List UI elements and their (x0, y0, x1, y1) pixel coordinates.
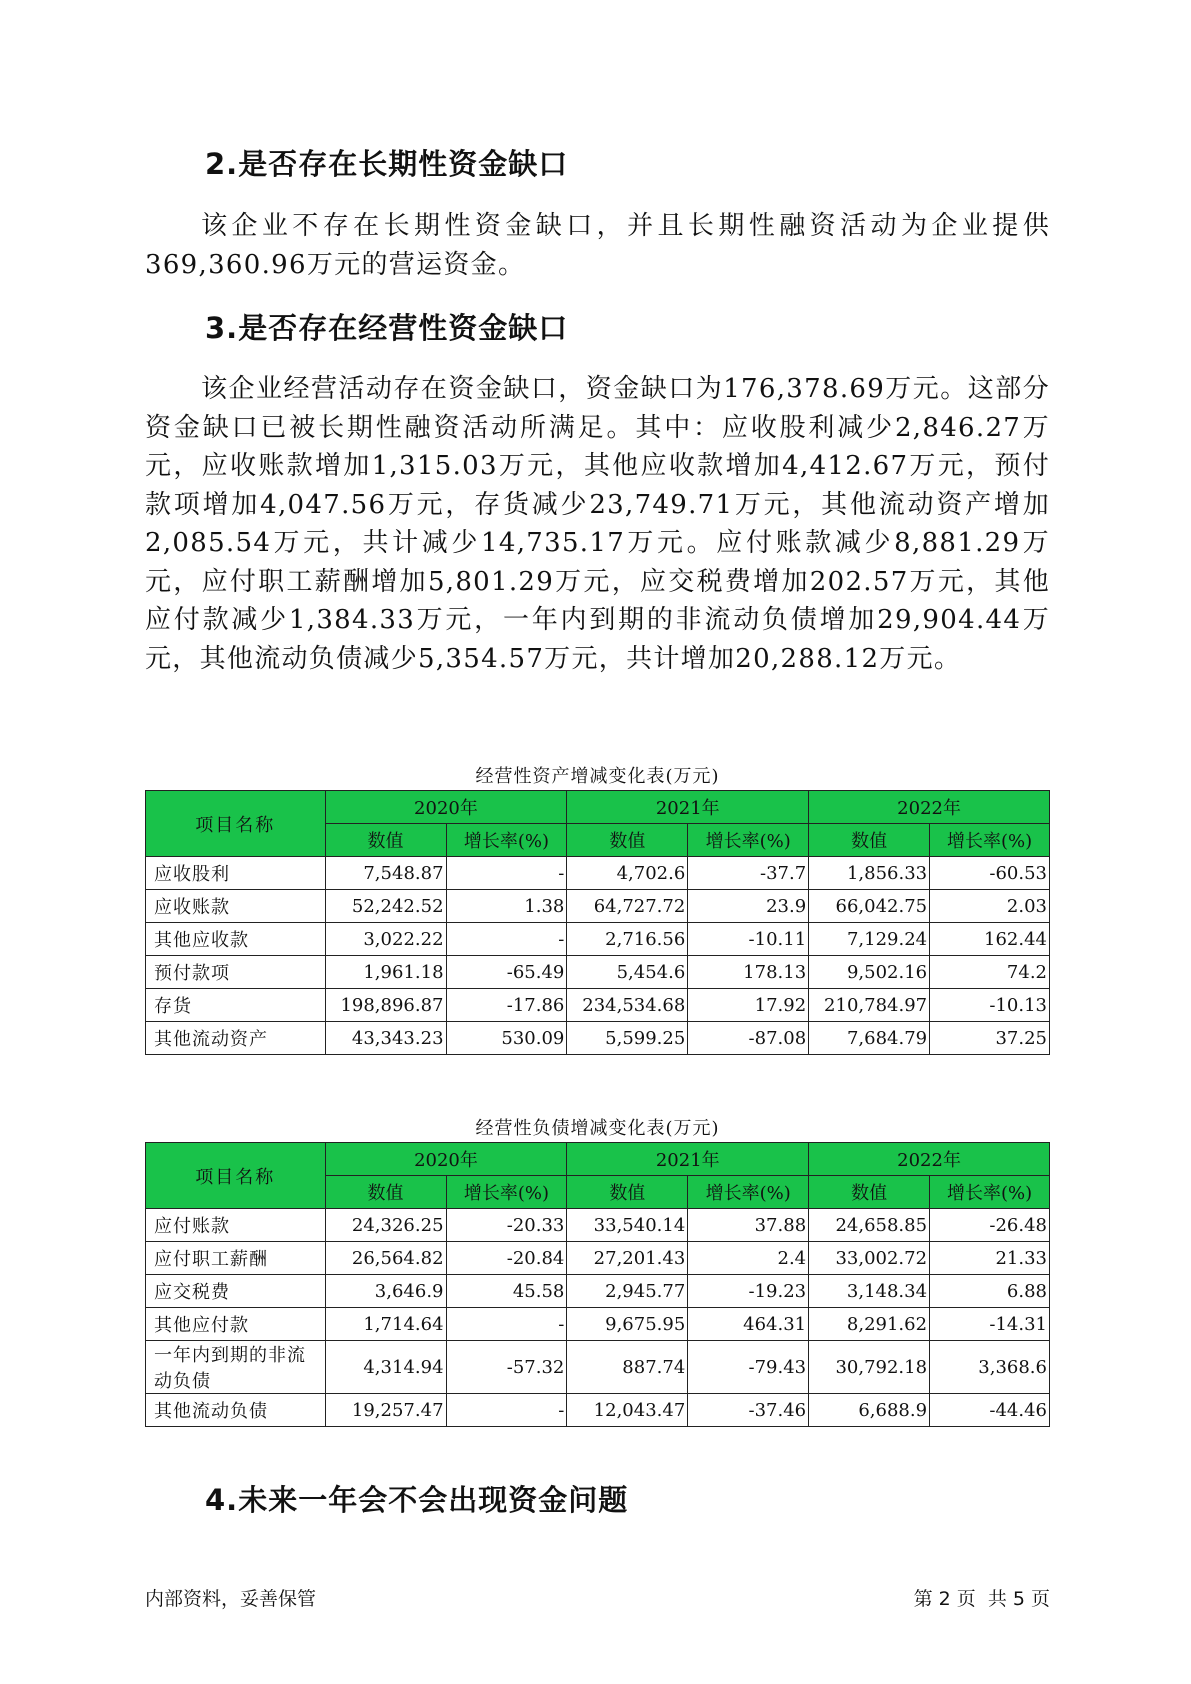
growth-rate-cell: -44.46 (930, 1394, 1050, 1427)
table1-sub-header: 增长率(%) (446, 824, 567, 857)
value-cell: 66,042.75 (809, 890, 930, 923)
growth-rate-cell: 1.38 (446, 890, 567, 923)
growth-rate-cell: 464.31 (688, 1308, 809, 1341)
growth-rate-cell: -87.08 (688, 1022, 809, 1055)
table-row (146, 1394, 1050, 1427)
growth-rate-cell: 37.88 (688, 1209, 809, 1242)
value-cell: 887.74 (567, 1341, 688, 1394)
table2-year-header: 2021年 (567, 1143, 809, 1176)
table2-sub-header: 增长率(%) (930, 1176, 1050, 1209)
row-item-name: 其他流动负债 (146, 1394, 326, 1427)
value-cell: 3,148.34 (809, 1275, 930, 1308)
table1-sub-header: 增长率(%) (930, 824, 1050, 857)
table1-year-header: 2021年 (567, 791, 809, 824)
growth-rate-cell: 21.33 (930, 1242, 1050, 1275)
table1-year-header: 2022年 (809, 791, 1050, 824)
table-row (146, 1341, 1050, 1394)
value-cell: 6,688.9 (809, 1394, 930, 1427)
row-item-name: 其他流动资产 (146, 1022, 326, 1055)
table-row (146, 1242, 1050, 1275)
table2-year-header: 2022年 (809, 1143, 1050, 1176)
growth-rate-cell: 2.03 (930, 890, 1050, 923)
table2-sub-header: 数值 (325, 1176, 446, 1209)
value-cell: 5,454.6 (567, 956, 688, 989)
growth-rate-cell: 74.2 (930, 956, 1050, 989)
section3-heading: 3.是否存在经营性资金缺口 (205, 311, 569, 345)
growth-rate-cell: - (446, 1308, 567, 1341)
table1-body (146, 857, 1050, 1055)
growth-rate-cell: 23.9 (688, 890, 809, 923)
table-row (146, 956, 1050, 989)
value-cell: 210,784.97 (809, 989, 930, 1022)
value-cell: 24,658.85 (809, 1209, 930, 1242)
footer-page-number: 第 2 页 共 5 页 (913, 1588, 1050, 1610)
table2-year-header: 2020年 (325, 1143, 567, 1176)
growth-rate-cell: - (446, 857, 567, 890)
value-cell: 43,343.23 (325, 1022, 446, 1055)
table-row (146, 989, 1050, 1022)
growth-rate-cell: -10.13 (930, 989, 1050, 1022)
value-cell: 9,675.95 (567, 1308, 688, 1341)
growth-rate-cell: 17.92 (688, 989, 809, 1022)
row-item-name: 应收账款 (146, 890, 326, 923)
value-cell: 1,856.33 (809, 857, 930, 890)
growth-rate-cell: -19.23 (688, 1275, 809, 1308)
section2-heading: 2.是否存在长期性资金缺口 (205, 147, 569, 181)
value-cell: 33,002.72 (809, 1242, 930, 1275)
table2-sub-header: 增长率(%) (446, 1176, 567, 1209)
row-item-name: 应付职工薪酬 (146, 1242, 326, 1275)
liability-change-table (145, 1142, 1050, 1427)
section2-paragraph: 该企业不存在长期性资金缺口，并且长期性融资活动为企业提供369,360.96万元的营运资金。 (145, 211, 1050, 280)
table2-sub-header: 数值 (809, 1176, 930, 1209)
value-cell: 4,702.6 (567, 857, 688, 890)
footer-confidential-note: 内部资料，妥善保管 (145, 1588, 317, 1610)
value-cell: 1,961.18 (325, 956, 446, 989)
growth-rate-cell: 6.88 (930, 1275, 1050, 1308)
table2-sub-header: 增长率(%) (688, 1176, 809, 1209)
table2-sub-header: 数值 (567, 1176, 688, 1209)
row-item-name: 预付款项 (146, 956, 326, 989)
table2-body (146, 1209, 1050, 1427)
value-cell: 19,257.47 (325, 1394, 446, 1427)
growth-rate-cell: -57.32 (446, 1341, 567, 1394)
row-item-name: 应收股利 (146, 857, 326, 890)
value-cell: 27,201.43 (567, 1242, 688, 1275)
growth-rate-cell: 37.25 (930, 1022, 1050, 1055)
value-cell: 33,540.14 (567, 1209, 688, 1242)
growth-rate-cell: -37.46 (688, 1394, 809, 1427)
value-cell: 7,548.87 (325, 857, 446, 890)
growth-rate-cell: -17.86 (446, 989, 567, 1022)
value-cell: 64,727.72 (567, 890, 688, 923)
row-item-name: 应交税费 (146, 1275, 326, 1308)
growth-rate-cell: -20.33 (446, 1209, 567, 1242)
value-cell: 1,714.64 (325, 1308, 446, 1341)
table1-sub-header: 数值 (809, 824, 930, 857)
growth-rate-cell: - (446, 923, 567, 956)
table2-name-header: 项目名称 (146, 1143, 326, 1209)
growth-rate-cell: 178.13 (688, 956, 809, 989)
growth-rate-cell: 530.09 (446, 1022, 567, 1055)
row-item-name: 一年内到期的非流动负债 (146, 1341, 326, 1394)
growth-rate-cell: -10.11 (688, 923, 809, 956)
table-row (146, 1275, 1050, 1308)
value-cell: 30,792.18 (809, 1341, 930, 1394)
value-cell: 198,896.87 (325, 989, 446, 1022)
value-cell: 7,129.24 (809, 923, 930, 956)
section4-heading: 4.未来一年会不会出现资金问题 (205, 1483, 629, 1517)
table1-caption: 经营性资产增减变化表(万元) (475, 766, 720, 787)
growth-rate-cell: 2.4 (688, 1242, 809, 1275)
table1-sub-header: 数值 (325, 824, 446, 857)
growth-rate-cell: -26.48 (930, 1209, 1050, 1242)
row-item-name: 应付账款 (146, 1209, 326, 1242)
table1-year-header: 2020年 (325, 791, 567, 824)
value-cell: 5,599.25 (567, 1022, 688, 1055)
growth-rate-cell: -79.43 (688, 1341, 809, 1394)
value-cell: 234,534.68 (567, 989, 688, 1022)
table-row (146, 1308, 1050, 1341)
table1-sub-header: 数值 (567, 824, 688, 857)
value-cell: 9,502.16 (809, 956, 930, 989)
growth-rate-cell: 3,368.6 (930, 1341, 1050, 1394)
section3-paragraph: 该企业经营活动存在资金缺口，资金缺口为176,378.69万元。这部分资金缺口已被长期性融资活动所满足。其中：应收股利减少2,846.27万元，应收账款增加1,315.03万元，其他应收款增加4,412.67万元，预付款项增加4,047.56万元，存货减少23,749.71万元，其他流动资产增加2,085.54万元，共计减少14,735.17万元。应付账款减少8,881.29万元，应付职工薪酬增加5,801.29万元，应交税费增加202.57万元，其他应付款减少1,384.33万元，一年内到期的非流动负债增加29,904.44万元，其他流动负债减少5,354.57万元，共计增加20,288.12万元。 (145, 374, 1050, 674)
growth-rate-cell: 45.58 (446, 1275, 567, 1308)
row-item-name: 其他应收款 (146, 923, 326, 956)
value-cell: 12,043.47 (567, 1394, 688, 1427)
growth-rate-cell: -37.7 (688, 857, 809, 890)
value-cell: 2,945.77 (567, 1275, 688, 1308)
value-cell: 4,314.94 (325, 1341, 446, 1394)
growth-rate-cell: -20.84 (446, 1242, 567, 1275)
table-row (146, 1022, 1050, 1055)
value-cell: 2,716.56 (567, 923, 688, 956)
growth-rate-cell: 162.44 (930, 923, 1050, 956)
table-row (146, 890, 1050, 923)
growth-rate-cell: - (446, 1394, 567, 1427)
growth-rate-cell: -14.31 (930, 1308, 1050, 1341)
table-row (146, 1209, 1050, 1242)
asset-change-table (145, 790, 1050, 1055)
table-row (146, 923, 1050, 956)
value-cell: 3,646.9 (325, 1275, 446, 1308)
table-row (146, 857, 1050, 890)
growth-rate-cell: -60.53 (930, 857, 1050, 890)
value-cell: 24,326.25 (325, 1209, 446, 1242)
value-cell: 8,291.62 (809, 1308, 930, 1341)
table1-name-header: 项目名称 (146, 791, 326, 857)
value-cell: 3,022.22 (325, 923, 446, 956)
row-item-name: 存货 (146, 989, 326, 1022)
value-cell: 52,242.52 (325, 890, 446, 923)
table1-sub-header: 增长率(%) (688, 824, 809, 857)
row-item-name: 其他应付款 (146, 1308, 326, 1341)
value-cell: 7,684.79 (809, 1022, 930, 1055)
table2-caption: 经营性负债增减变化表(万元) (475, 1118, 720, 1139)
growth-rate-cell: -65.49 (446, 956, 567, 989)
value-cell: 26,564.82 (325, 1242, 446, 1275)
